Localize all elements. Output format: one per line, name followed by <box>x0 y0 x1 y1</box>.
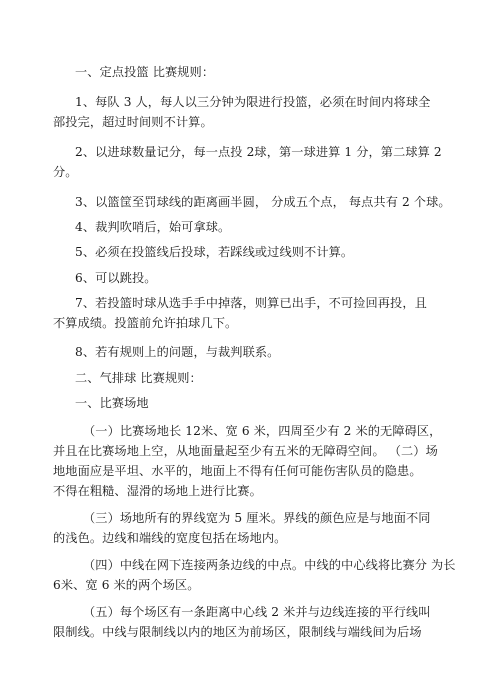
text-line: 6、可以跳投。 <box>75 271 157 285</box>
text-line: 部投完，超过时间则不计算。 <box>53 115 213 129</box>
text-line: 5、必须在投篮线后投球，若踩线或过线则不计算。 <box>75 245 354 259</box>
text-line: 1、每队 3 人，每人以三分钟为限进行投篮，必须在时间内将球全 <box>75 95 431 109</box>
text-line: 地地面应是平坦、水平的，地面上不得有任何可能伤害队员的隐患。 <box>53 464 422 478</box>
text-line: 2、以进球数量记分，每一点投 2球，第一球进算 1 分，第二球算 2 <box>75 145 442 159</box>
text-line: 一、比赛场地 <box>75 396 149 410</box>
text-line: 3、以篮筐至罚球线的距离画半圆， 分成五个点， 每点共有 2 个球。 <box>75 195 451 209</box>
text-line: 6米、宽 6 米的两个场区。 <box>53 578 200 592</box>
text-line: （三）场地所有的界线宽为 5 厘米。界线的颜色应是与地面不同 <box>83 511 431 525</box>
text-line: （四）中线在网下连接两条边线的中点。中线的中心线将比赛分 为长 <box>83 558 456 572</box>
text-line: 的浅色。边线和端线的宽度包括在场地内。 <box>53 531 287 545</box>
text-line: 分。 <box>53 165 78 179</box>
text-line: 4、裁判吹哨后，始可拿球。 <box>75 220 231 234</box>
text-line: 并且在比赛场地上空，从地面量起至少有五米的无障碍空间。 （二）场 <box>53 444 438 458</box>
text-line: 8、若有规则上的问题，与裁判联系。 <box>75 345 280 359</box>
text-line: （五）每个场区有一条距离中心线 2 米并与边线连接的平行线叫 <box>83 605 431 619</box>
text-line: 一、定点投篮 比赛规则： <box>75 65 215 79</box>
text-line: 限制线。中线与限制线以内的地区为前场区，限制线与端线间为后场 <box>53 625 422 639</box>
text-line: 不算成绩。投篮前允许拍球几下。 <box>53 316 238 330</box>
text-line: 二、气排球 比赛规则： <box>75 371 202 385</box>
text-line: 7、若投篮时球从选手手中掉落，则算已出手，不可捡回再投，且 <box>75 296 427 310</box>
text-line: （一）比赛场地长 12米、宽 6 米，四周至少有 2 米的无障碍区， <box>83 424 442 438</box>
text-line: 不得在粗糙、湿滑的场地上进行比赛。 <box>53 484 262 498</box>
